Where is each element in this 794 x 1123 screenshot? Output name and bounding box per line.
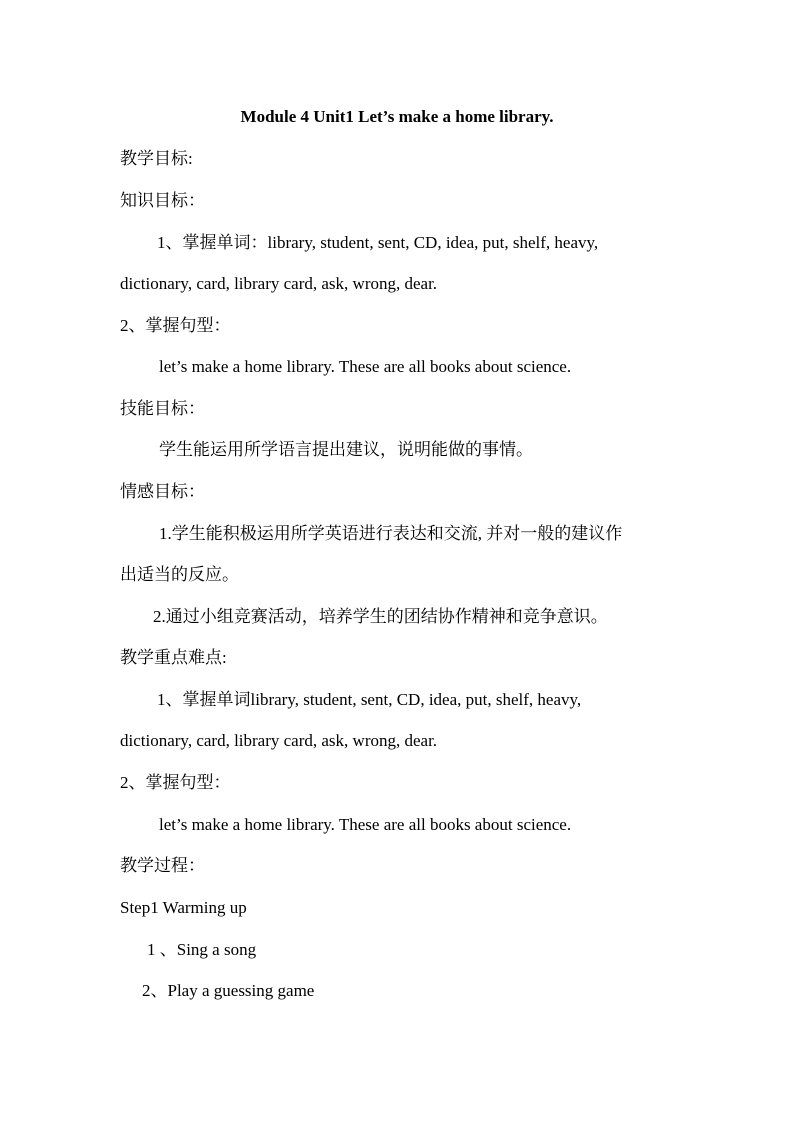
paragraph-line: let’s make a home library. These are all books about science.: [159, 357, 572, 376]
paragraph-line: dictionary, card, library card, ask, wrong, dear.: [120, 731, 438, 750]
list-item: 1 、Sing a song: [147, 940, 257, 959]
paragraph-line: dictionary, card, library card, ask, wrong, dear.: [120, 274, 438, 293]
list-item: 2、Play a guessing game: [142, 981, 315, 1000]
paragraph-line: 2、掌握句型：: [120, 316, 231, 335]
paragraph-line: 2.通过小组竞赛活动，培养学生的团结协作精神和竞争意识。: [153, 607, 608, 626]
section-heading-key-points: 教学重点难点:: [120, 648, 227, 667]
paragraph-line: 2、掌握句型：: [120, 773, 231, 792]
paragraph-line: 学生能运用所学语言提出建议，说明能做的事情。: [159, 440, 533, 459]
paragraph-line: 出适当的反应。: [120, 565, 239, 584]
paragraph-line: 1、掌握单词：library, student, sent, CD, idea, put, shelf, heavy,: [157, 233, 599, 252]
paragraph-line: 1、掌握单词library, student, sent, CD, idea, put, shelf, heavy,: [157, 690, 582, 709]
document-title: Module 4 Unit1 Let’s make a home library.: [240, 107, 554, 126]
section-heading-teaching-process: 教学过程：: [120, 856, 205, 875]
paragraph-line: 1.学生能积极运用所学英语进行表达和交流, 并对一般的建议作: [159, 524, 623, 543]
subheading-knowledge-goals: 知识目标：: [120, 191, 205, 210]
section-heading-teaching-goals: 教学目标:: [120, 149, 193, 168]
subheading-emotion-goals: 情感目标：: [120, 482, 205, 501]
subheading-skill-goals: 技能目标：: [120, 399, 205, 418]
step-heading: Step1 Warming up: [120, 898, 247, 917]
paragraph-line: let’s make a home library. These are all books about science.: [159, 815, 572, 834]
